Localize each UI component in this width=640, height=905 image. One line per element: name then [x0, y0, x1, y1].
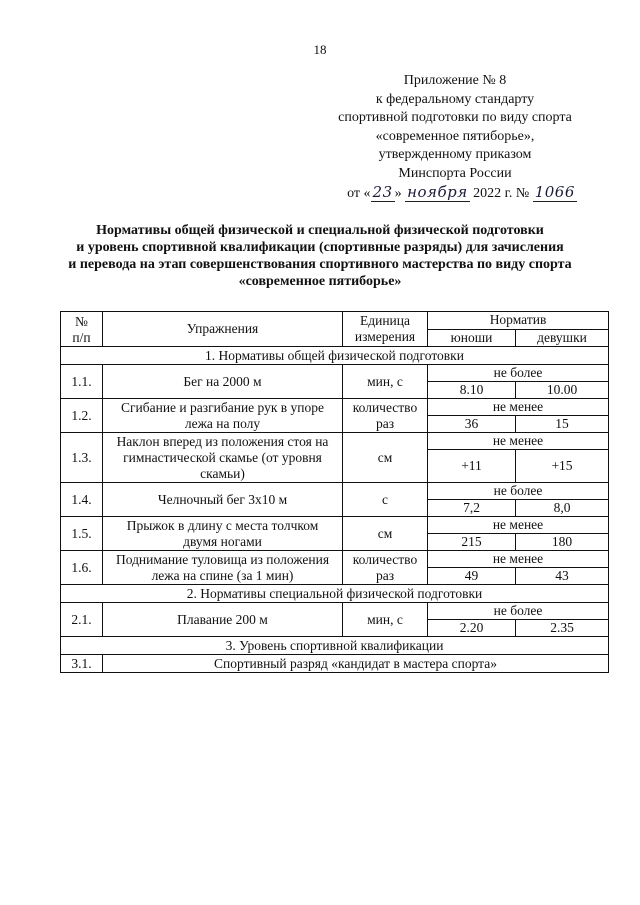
row-condition: не менее: [428, 517, 609, 534]
appendix-line: утвержденному приказом: [378, 147, 532, 162]
row-boys-value: 36: [428, 416, 516, 433]
title-line: «современное пятиборье»: [238, 274, 402, 289]
section-header: 3. Уровень спортивной квалификации: [61, 637, 609, 655]
row-girls-value: 8,0: [516, 500, 609, 517]
handwritten-order-number: 1066: [534, 183, 575, 201]
row-exercise: Челночный бег 3х10 м: [103, 483, 343, 517]
row-num: 3.1.: [61, 655, 103, 673]
row-condition: не более: [428, 483, 609, 500]
appendix-line: Приложение № 8: [403, 73, 507, 88]
row-boys-value: 49: [428, 568, 516, 585]
row-unit: количество раз: [343, 551, 428, 585]
row-exercise: Поднимание туловища из положения лежа на спине (за 1 мин): [103, 551, 343, 585]
row-unit: см: [343, 517, 428, 551]
header-exercise: Упражнения: [103, 312, 343, 347]
row-exercise: Плавание 200 м: [103, 603, 343, 637]
row-unit: мин, с: [343, 365, 428, 399]
appendix-line: Минспорта России: [398, 165, 512, 181]
title-line: Нормативы общей физической и специальной физической подготовки: [96, 223, 544, 238]
appendix-line: к федеральному стандарту: [375, 91, 535, 107]
row-exercise: Бег на 2000 м: [103, 365, 343, 399]
row-condition: не более: [428, 365, 609, 382]
date-year: 2022 г. №: [473, 186, 530, 201]
header-boys: юноши: [428, 329, 516, 347]
row-girls-value: +15: [516, 450, 609, 483]
row-unit: количество раз: [343, 399, 428, 433]
row-unit: с: [343, 483, 428, 517]
appendix-line: «современное пятиборье»,: [375, 128, 535, 144]
row-girls-value: 180: [516, 534, 609, 551]
row-girls-value: 10.00: [516, 382, 609, 399]
row-exercise: Сгибание и разгибание рук в упоре лежа на полу: [103, 399, 343, 433]
row-boys-value: +11: [428, 450, 516, 483]
row-num: 1.5.: [61, 517, 103, 551]
date-prefix: от «: [347, 186, 371, 201]
row-girls-value: 43: [516, 568, 609, 585]
section-header: 2. Нормативы специальной физической подготовки: [61, 585, 609, 603]
row-condition: не более: [428, 603, 609, 620]
handwritten-month: ноября: [407, 183, 468, 201]
row-num: 1.6.: [61, 551, 103, 585]
norms-table: [60, 311, 609, 673]
appendix-block: [330, 72, 580, 204]
row-boys-value: 215: [428, 534, 516, 551]
row-condition: не менее: [428, 551, 609, 568]
row-boys-value: 2.20: [428, 620, 516, 637]
handwritten-day: 23: [372, 183, 393, 201]
title-line: и уровень спортивной квалификации (спортивные разряды) для зачисления: [76, 240, 564, 255]
row-boys-value: 8.10: [428, 382, 516, 399]
title-line: и перевода на этап совершенствования спортивного мастерства по виду спорта: [68, 257, 572, 272]
row-condition: не менее: [428, 399, 609, 416]
row-exercise: Наклон вперед из положения стоя на гимнастической скамье (от уровня скамьи): [103, 433, 343, 483]
row-girls-value: 15: [516, 416, 609, 433]
document-title: [40, 222, 600, 290]
appendix-line: спортивной подготовки по виду спорта: [338, 110, 572, 125]
header-norm: Норматив: [428, 312, 609, 330]
row-boys-value: 7,2: [428, 500, 516, 517]
row-unit: см: [343, 433, 428, 483]
row-exercise: Прыжок в длину с места толчком двумя ногами: [103, 517, 343, 551]
row-condition: не менее: [428, 433, 609, 450]
page-number: 18: [313, 42, 327, 57]
row-unit: мин, с: [343, 603, 428, 637]
row-exercise: Спортивный разряд «кандидат в мастера спорта»: [103, 655, 609, 673]
section-header: 1. Нормативы общей физической подготовки: [61, 347, 609, 365]
row-num: 2.1.: [61, 603, 103, 637]
appendix-date-line: [344, 183, 580, 204]
row-girls-value: 2.35: [516, 620, 609, 637]
row-num: 1.4.: [61, 483, 103, 517]
header-girls: девушки: [516, 329, 609, 347]
header-unit: Единица измерения: [343, 312, 428, 347]
row-num: 1.3.: [61, 433, 103, 483]
header-num: № п/п: [61, 312, 103, 347]
row-num: 1.2.: [61, 399, 103, 433]
row-num: 1.1.: [61, 365, 103, 399]
date-mid: »: [394, 186, 402, 201]
